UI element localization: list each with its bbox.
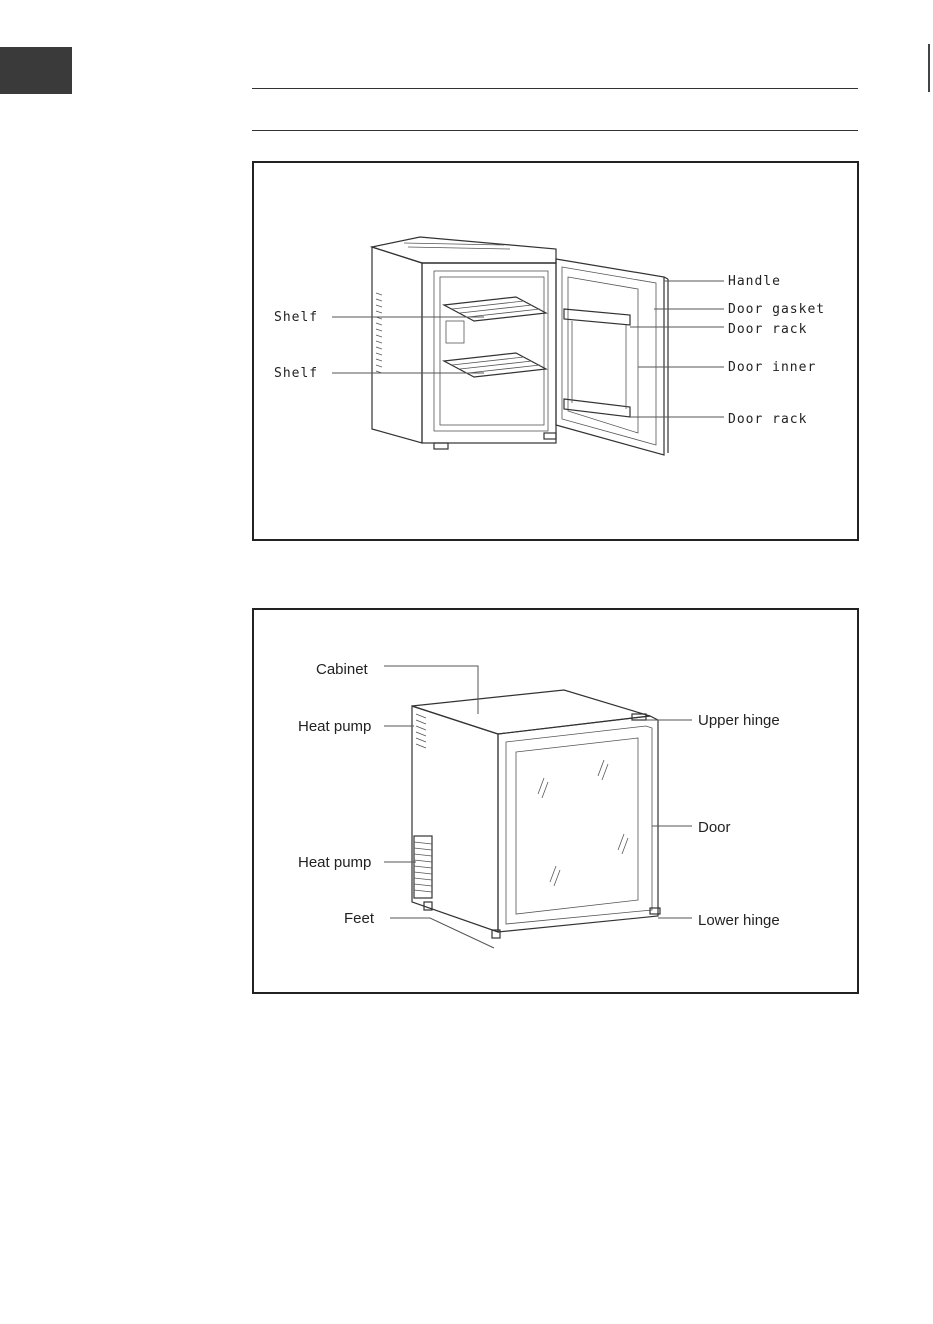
label-door-rack-lower: Door rack (728, 412, 808, 427)
label-handle: Handle (728, 274, 781, 289)
label-heat-pump-upper: Heat pump (298, 718, 372, 735)
label-upper-hinge: Upper hinge (698, 712, 780, 729)
open-fridge-illustration (254, 163, 857, 539)
closed-fridge-illustration (254, 610, 857, 992)
label-shelf-upper: Shelf (274, 310, 319, 325)
header-rule-top (252, 88, 858, 89)
label-door-inner: Door inner (728, 360, 817, 375)
diagram-open-fridge (252, 161, 859, 541)
label-cabinet: Cabinet (316, 661, 368, 678)
label-door-gasket: Door gasket (728, 302, 826, 317)
cabinet-drawing (372, 237, 556, 449)
door-drawing (556, 259, 668, 455)
label-feet: Feet (344, 910, 375, 927)
closed-cabinet-drawing (412, 690, 660, 938)
language-tab (0, 47, 72, 94)
label-shelf-lower: Shelf (274, 366, 319, 381)
label-lower-hinge: Lower hinge (698, 912, 780, 929)
label-heat-pump-lower: Heat pump (298, 854, 372, 871)
label-door: Door (698, 819, 731, 836)
diagram-closed-fridge (252, 608, 859, 994)
label-door-rack-upper: Door rack (728, 322, 808, 337)
header-rule-bottom (252, 130, 858, 131)
page-edge-mark (928, 44, 930, 92)
